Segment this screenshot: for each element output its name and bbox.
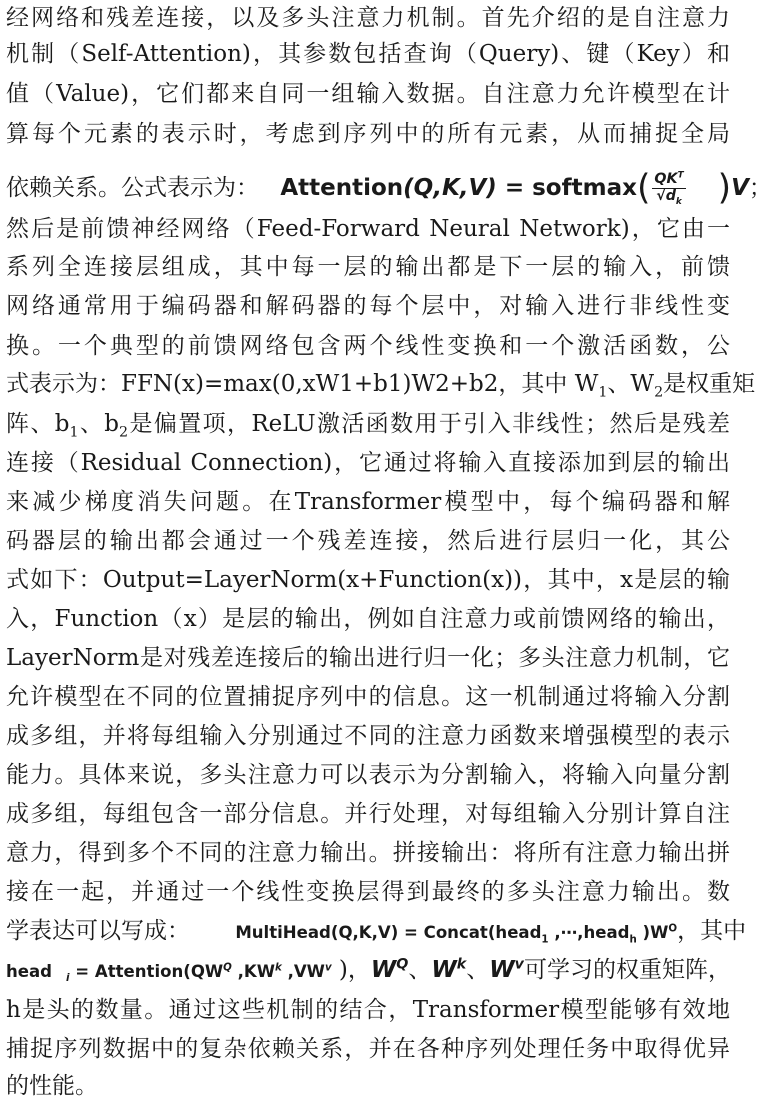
- attention-formula: [280, 168, 749, 208]
- text-line: 系列全连接层组成，其中每一层的输出都是下一层的输入，前馈: [6, 254, 730, 280]
- text-line: 捕捉序列数据中的复杂依赖关系，并在各种序列处理任务中取得优异: [6, 1036, 730, 1062]
- formula-text: = softmax: [496, 175, 637, 201]
- formula-text: MultiHead(Q,K,V) = Concat(head: [235, 923, 542, 942]
- text-fragment: 是权重矩: [663, 371, 756, 397]
- weight-symbol: 、W: [607, 371, 655, 397]
- paren-open: (: [636, 168, 651, 208]
- formula-text: W: [431, 957, 457, 983]
- paren-close: ): [717, 168, 732, 208]
- head-formula: [6, 961, 332, 985]
- superscript: Q: [223, 961, 232, 974]
- text-line: LayerNorm是对残差连接后的输出进行归一化；多头注意力机制，它: [6, 645, 730, 671]
- text-line: 算每个元素的表示时，考虑到序列中的所有元素，从而捕捉全局: [6, 121, 730, 147]
- weight-matrix-q: [371, 957, 409, 983]
- text-line: 依赖关系。公式表示为：: [6, 175, 259, 201]
- formula-punctuation: ；: [748, 175, 772, 201]
- text-line: 式如下：Output=LayerNorm(x+Function(x))，其中，x是层的输: [6, 567, 730, 593]
- subscript: 1: [541, 933, 549, 946]
- superscript: k: [456, 956, 467, 973]
- formula-text: Attention: [280, 175, 404, 201]
- text-line: 码器层的输出都会通过一个残差连接，然后进行层归一化，其公: [6, 528, 730, 554]
- formula-text: ,KW: [231, 962, 275, 981]
- fraction-denominator: √d: [656, 188, 676, 204]
- weight-matrix-v: [489, 957, 524, 983]
- superscript: v: [324, 961, 332, 974]
- text-line: 阵、: [6, 411, 55, 437]
- text-line: 式表示为：FFN(x)=max(0,xW1+b1)W2+b2，其中: [6, 371, 568, 397]
- text-fragment: ，其中: [677, 918, 747, 944]
- text-fragment: 可学习的权重矩阵，: [523, 957, 731, 983]
- text-line: 连接（Residual Connection)，它通过将输入直接添加到层的输出: [6, 450, 730, 476]
- numerator-superscript: T: [677, 170, 684, 181]
- text-line: 入，Function（x）是层的输出，例如自注意力或前馈网络的输出，: [6, 606, 730, 632]
- formula-text: )W: [636, 923, 669, 942]
- fraction-numerator: QK: [654, 171, 678, 188]
- superscript: Q: [396, 956, 409, 973]
- weight-symbol: W: [574, 371, 599, 397]
- superscript: k: [275, 961, 282, 974]
- superscript: O: [668, 922, 678, 935]
- text-line: 换。一个典型的前馈网络包含两个线性变换和一个激活函数，公: [6, 333, 730, 359]
- text-line: 允许模型在不同的位置捕捉序列中的信息。这一机制通过将输入分割: [6, 684, 730, 710]
- subscript: 2: [654, 384, 664, 401]
- formula-text: ,VW: [281, 962, 325, 981]
- text-line: 值（Value)，它们都来自同一组输入数据。自注意力允许模型在计: [6, 81, 730, 107]
- denominator-subscript: k: [675, 196, 682, 207]
- multihead-formula: [235, 922, 678, 946]
- multihead-formula-line: [6, 917, 747, 947]
- text-line: 然后是前馈神经网络（Feed-Forward Neural Network)，它由一: [6, 216, 730, 242]
- formula-fraction: [652, 170, 685, 207]
- text-line: 意力，得到多个不同的注意力输出。拼接输出：将所有注意力输出拼: [6, 840, 730, 866]
- text-line: 网络通常用于编码器和解码器的每个层中，对输入进行非线性变: [6, 293, 730, 319]
- text-fragment: 、: [466, 957, 490, 983]
- formula-text: = Attention(QW: [69, 962, 224, 981]
- text-line: 的性能。: [6, 1073, 98, 1099]
- bias-line: [6, 410, 730, 441]
- subscript: 1: [69, 424, 79, 441]
- subscript: i: [66, 972, 70, 985]
- text-line: h是头的数量。通过这些机制的结合，Transformer模型能够有效地: [6, 997, 730, 1023]
- text-line: 成多组，并将每组输入分别通过不同的注意力函数来增强模型的表示: [6, 723, 730, 749]
- bias-symbol: b: [54, 411, 70, 437]
- bias-symbol: 、b: [78, 411, 120, 437]
- weight-matrix-k: [431, 957, 466, 983]
- subscript: 2: [119, 424, 129, 441]
- formula-text: W: [489, 957, 515, 983]
- formula-v: V: [731, 175, 749, 201]
- ffn-formula-line: [6, 370, 756, 401]
- subscript: 1: [598, 384, 608, 401]
- text-line: 经网络和残差连接，以及多头注意力机制。首先介绍的是自注意力: [6, 5, 730, 31]
- formula-text: head: [6, 962, 53, 981]
- formula-args: (Q,K,V): [403, 175, 497, 201]
- text-line: 能力。具体来说，多头注意力可以表示为分割输入，将输入向量分割: [6, 762, 730, 788]
- text-fragment: )，: [331, 957, 371, 983]
- head-formula-line: [6, 956, 730, 986]
- formula-text: W: [370, 957, 397, 983]
- text-fragment: 是偏置项，ReLU激活函数用于引入非线性；然后是残差: [128, 411, 730, 437]
- superscript: v: [514, 956, 524, 973]
- subscript: h: [629, 933, 637, 946]
- text-line: 机制（Self-Attention)，其参数包括查询（Query)、键（Key）和: [6, 41, 730, 67]
- text-fragment: 、: [408, 957, 432, 983]
- attention-formula-line: [6, 168, 772, 208]
- formula-text: ,⋯,head: [548, 923, 630, 942]
- text-line: 学表达可以写成：: [6, 918, 190, 944]
- text-line: 成多组，每组包含一部分信息。并行处理，对每组输入分别计算自注: [6, 801, 730, 827]
- text-line: 来减少梯度消失问题。在Transformer模型中，每个编码器和解: [6, 489, 730, 515]
- text-line: 接在一起，并通过一个线性变换层得到最终的多头注意力输出。数: [6, 879, 730, 905]
